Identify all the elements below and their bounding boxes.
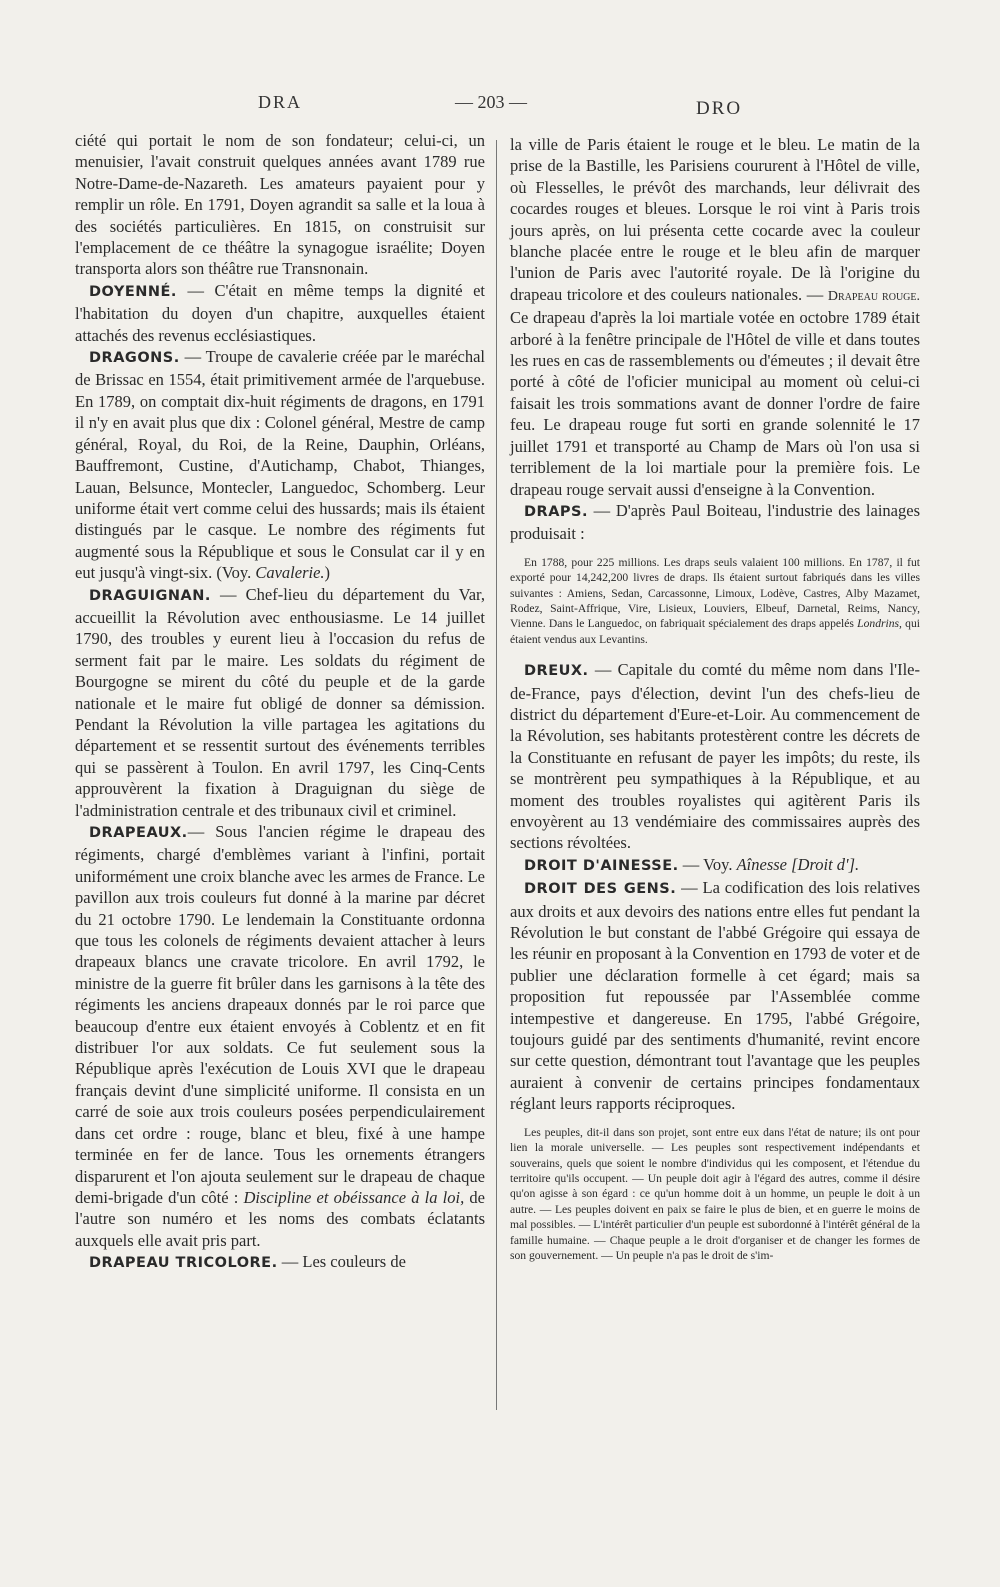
entry-drapeau-tricolore-cont <box>510 134 920 500</box>
entry-headword: DRAPEAU TRICOLORE. <box>89 1255 278 1272</box>
entry-text: — D'après Paul Boiteau, l'industrie des lainages produisait : <box>510 500 920 544</box>
note-text: En 1788, pour 225 millions. Les draps seuls valaient 100 millions. En 1787, il fut exporté pour 14,242,200 livres de draps. Ils étaient surtout fabriqués dans les villes suivantes : Amiens, Sedan, Carcassonne, Limoux, Lodève, Castres, Alby Mazamet, Rodez, Saint-Affrique, Vire, Lisieux, Louviers, Elbeuf, Darnetal, Reims, Nancy, Vienne. Dans le Languedoc, on fabriquait spécialement des draps appelés <box>510 555 920 631</box>
note-text: Les peuples, dit-il dans son projet, sont entre eux dans l'état de nature; ils ont pour lien la morale universelle. — Les peuples sont respectivement indépendants et souverains, quels que soient le nombre d'individus qui les composent, et l'étendue du territoire qu'ils occupent. — Un peuple doit agir à l'égard des autres, comme il désire qu'on agisse à son égard : ce qu'un homme doit à un homme, un peuple le doit à un autre. — Les peuples doivent en paix se faire le plus de bien, et en guerre le moins de mal possibles. — L'intérêt particulier d'un peuple est subordonné à l'intérêt général de la famille humaine. — Chaque peuple a le droit d'organiser et de changer les formes de son gouvernement. — Un peuple n'a pas le droit de s'im- <box>510 1125 920 1262</box>
entry-dreux <box>510 659 920 854</box>
entry-headword: DRAPS. <box>524 503 589 520</box>
column-divider <box>496 140 497 1410</box>
entry-text: — Voy. <box>678 854 737 874</box>
entry-headword: DROIT DES GENS. <box>524 881 677 898</box>
entry-text: — Troupe de cavalerie créée par le maréchal de Brissac en 1554, était primitivement armée de l'arquebuse. En 1789, on comptait dix-huit régiments de dragons, en 1791 il n'y en avait plus que dix : Colonel général, Mestre de camp général, Royal, du Roi, de la Reine, Dauphin, Orléans, Bauffremont, Custine, d'Autichamp, Chabot, Thianges, Lauan, Belsunce, Montecler, Languedoc, Schomberg. Leur uniforme était vert comme celui des hussards; mais ils étaient distingués par le casque. Le nombre des régiments fut augmenté sous la République et sous le Consulat car il y en eut jusqu'à vingt-six. (Voy. <box>75 347 485 583</box>
entry-text: — Sous l'ancien régime le drapeau des régiments, chargé d'emblèmes variant à l'infini, portait uniformément une croix blanche avec les armes de France. Le pavillon aux trois couleurs fut donné à la marine par décret du 21 octobre 1790. Le lendemain la Constituante ordonna que tous les colonels de régiments devaient attacher à leurs drapeaux blancs une cravate tricolore. En avril 1792, le ministre de la guerre fit brûler dans les garnisons à la tête des régiments les anciens drapeaux donnés par le roi parce que beaucoup d'entre eux étaient envoyés à Coblentz et en fit distribuer l'or aux soldats. Ce fut seulement sous la République après l'exécution de Louis XVI que le drapeau français devint d'une simplicité uniforme. Il consista en un carré de soie aux trois couleurs posées perpendiculairement dans cet ordre : rouge, blanc et bleu, fixé à une hampe terminée en fer de lance. Tous les ornements étrangers disparurent et l'on ajouta seulement sur le drapeau de chaque demi-brigade d'un côté : <box>75 822 485 1207</box>
note-italic: Londrins, <box>857 617 902 631</box>
entry-droit-d-ainesse <box>510 854 920 877</box>
running-head-left: DRA <box>258 92 303 112</box>
entry-headword: DROIT D'AINESSE. <box>524 857 679 874</box>
entry-text-tail: de l'autre son numéro et les noms des combats éclatants auxquels elle avait pris part. <box>75 1187 485 1250</box>
cross-reference: Drapeau rouge. <box>827 288 920 304</box>
right-column <box>510 134 920 1275</box>
entry-headword: DRAGONS. <box>89 350 180 367</box>
entry-text: — Chef-lieu du département du Var, accueillit la Révolution avec enthousiasme. Le 14 juillet 1790, des troubles y eurent lieu à l'occasion du refus de serment fait par le maire. Les soldats du régiment de Bourgogne se mirent du côté du peuple et de la garde nationale et le maire fut obligé de donner sa démission. Pendant la Révolution la ville partagea les agitations du département et se ressentit surtout des événements terribles qui se passèrent à Toulon. En avril 1797, les Cinq-Cents approuvèrent la fixation à Draguignan du siège de l'administration centrale et des tribunaux civil et criminel. <box>75 584 485 820</box>
entry-droit-des-gens <box>510 877 920 1114</box>
entry-text: ciété qui portait le nom de son fondateur; celui-ci, un menuisier, l'avait construit quelques années avant 1789 rue Notre-Dame-de-Nazareth. Les amateurs payaient pour y remplir un rôle. En 1791, Doyen agrandit sa salle et la loua à des sociétés particulières. En 1815, on construisit sur l'emplacement de ce théâtre la synagogue israélite; Doyen transporta alors son théâtre rue Transnonain. <box>75 131 485 279</box>
entry-draps <box>510 500 920 545</box>
entry-text: — La codification des lois relatives aux droits et aux devoirs des nations entre elles fut pendant la Révolution le but constant de l'abbé Grégoire qui essaya de les réunir en proposant à la Convention en 1793 de voter et de publier une déclaration formelle à cet égard; mais sa proposition fut repoussée par l'Assemblée comme intempestive et dangereuse. En 1795, l'abbé Grégoire, toujours guidé par des sentiments d'humanité, revint encore sur cette question, démontrant tout l'avantage que les peuples auraient à convenir de certains principes fondamentaux réglant leurs rapports réciproques. <box>510 878 920 1114</box>
entry-italic: Discipline et obéissance à la loi, <box>243 1187 465 1207</box>
entry-drapeaux <box>75 821 485 1251</box>
entry-draguignan <box>75 584 485 821</box>
entry-italic: Aînesse [Droit d']. <box>736 854 860 874</box>
entry-italic: Cavalerie. <box>255 563 325 583</box>
entry-text-tail: ) <box>324 563 331 583</box>
entry-doyenne <box>75 280 485 346</box>
entry-text: — Les couleurs de <box>277 1252 406 1272</box>
entry-continuation <box>75 130 485 280</box>
note-droit-des-gens <box>510 1125 920 1264</box>
entry-headword: DRAPEAUX. <box>89 825 188 841</box>
entry-headword: DOYENNÉ. <box>89 283 177 300</box>
entry-text: la ville de Paris étaient le rouge et le bleu. Le matin de la prise de la Bastille, les Parisiens coururent à l'Hôtel de ville, où Flesselles, le prévôt des marchands, leur délivrait des cocardes rouges et bleues. Lorsque le roi vint à Paris trois jours après, on lui présenta cette cocarde avec la couleur blanche placée entre le rouge et le bleu afin de marquer l'union de Paris avec l'autorité royale. De là l'origine du drapeau tricolore et des couleurs nationales. — <box>510 135 920 304</box>
entry-text: — Capitale du comté du même nom dans l'Ile-de-France, pays d'élection, devint l'un des chefs-lieu de district du département d'Eure-et-Loir. Au commencement de la Révolution, ses habitants protestèrent contre les décrets de la Constituante en refusant de payer les impôts; du reste, ils se montrèrent peu sympathiques à la République, et au moment des troubles royalistes qui agitèrent Paris ils envoyèrent au 13 vendémiaire des commissaires auprès des sections révoltées. <box>510 660 920 853</box>
entry-dragons <box>75 346 485 583</box>
entry-text-tail: Ce drapeau d'après la loi martiale votée en octobre 1789 était arboré à la fenêtre principale de l'Hôtel de ville et dans toutes les rues en cas de rassemblements ou d'émeutes ; il devait être porté à côté de l'oficier municipal au moment où celui-ci faisait les trois sommations avant de donner l'ordre de faire feu. Le drapeau rouge fut sorti en grande solennité le 17 juillet 1791 et transporté au Champ de Mars où l'on usa si terriblement de la loi martiale pour la première fois. Le drapeau rouge servait aussi d'enseigne à la Convention. <box>510 308 920 499</box>
note-draps <box>510 555 920 647</box>
entry-drapeau-tricolore <box>75 1251 485 1274</box>
entry-headword: DRAGUIGNAN. <box>89 587 211 604</box>
left-column <box>75 130 485 1275</box>
note-text-tail: qui étaient vendus aux Levantins. <box>510 617 920 646</box>
entry-text: — C'était en même temps la dignité et l'habitation du doyen d'un chapitre, auxquelles étaient attachés des revenus ecclésiastiques. <box>75 280 485 345</box>
running-head-right: DRO <box>696 98 743 119</box>
page-number: — 203 — <box>455 92 527 112</box>
entry-headword: DREUX. <box>524 663 589 680</box>
